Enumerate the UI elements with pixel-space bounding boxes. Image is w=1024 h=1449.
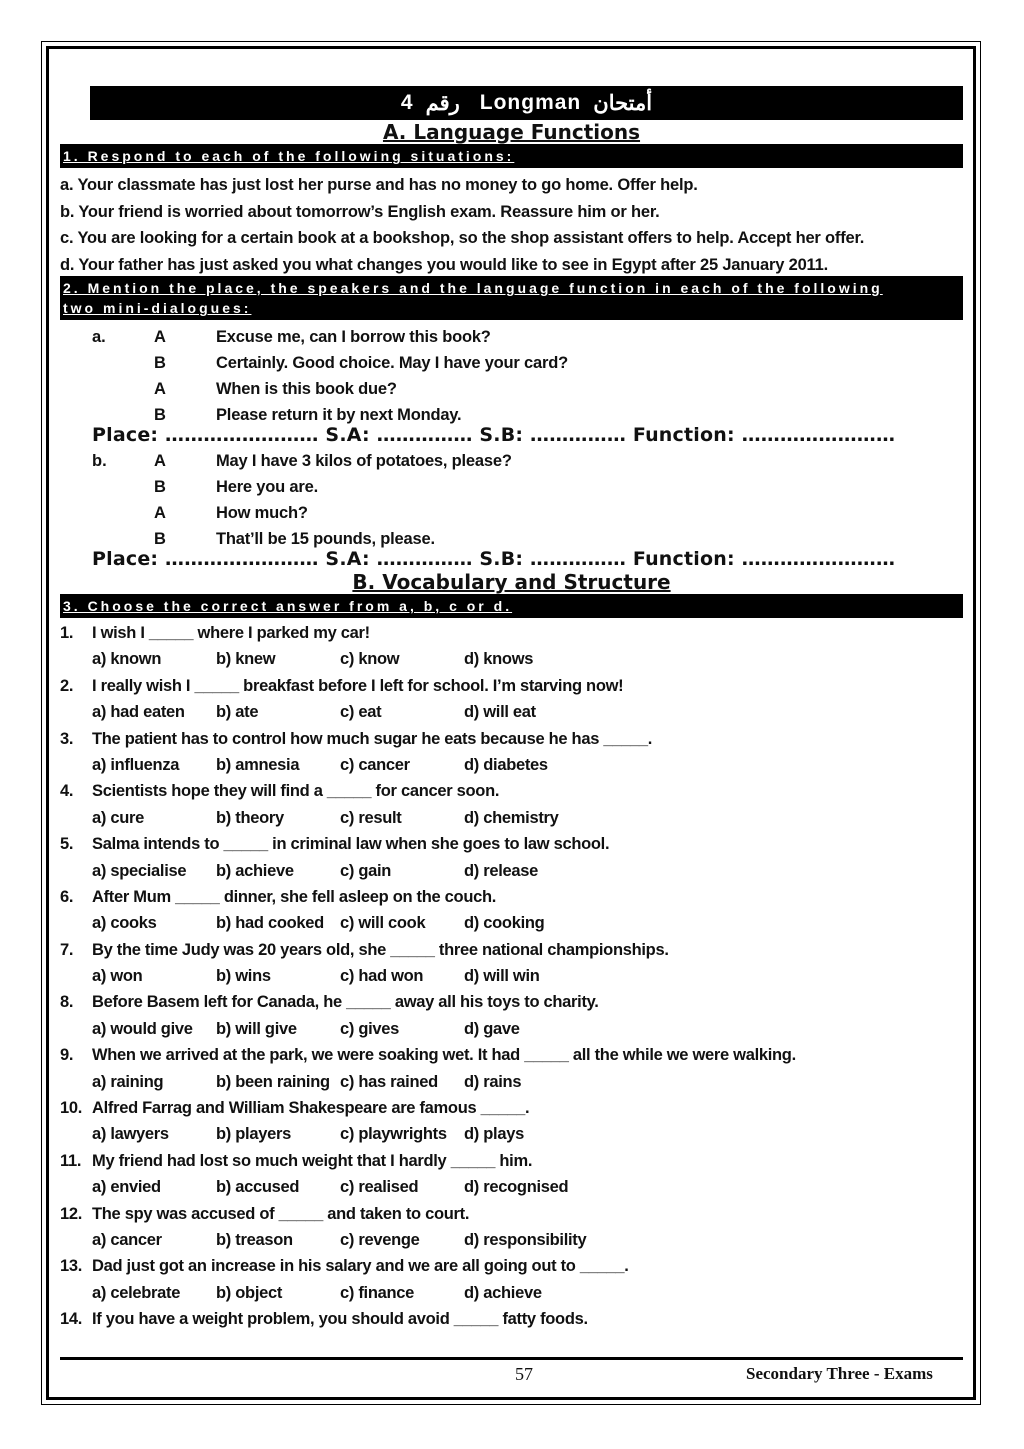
dialogue-letter: a. bbox=[92, 328, 106, 346]
answer-option[interactable]: b) had cooked bbox=[216, 914, 324, 933]
options-row bbox=[92, 805, 963, 831]
dialogue-letter-empty bbox=[92, 350, 124, 376]
options-row bbox=[92, 1069, 963, 1095]
q1-instruction bbox=[60, 144, 963, 168]
options-row bbox=[92, 1016, 963, 1042]
answer-option[interactable]: d) plays bbox=[464, 1125, 524, 1144]
situation-c: c. You are looking for a certain book at a bookshop, so the shop assistant offers to help. Accept her offer. bbox=[60, 229, 865, 247]
answer-option[interactable]: b) will give bbox=[216, 1019, 297, 1038]
answer-option[interactable]: d) chemistry bbox=[464, 808, 559, 827]
question-text: Salma intends to _____ in criminal law when she goes to law school. bbox=[92, 835, 610, 854]
question-text: By the time Judy was 20 years old, she _____ three national championships. bbox=[92, 940, 669, 959]
dialogue-text: When is this book due? bbox=[216, 380, 397, 398]
question-number: 12. bbox=[60, 1204, 83, 1223]
question-number: 10. bbox=[60, 1099, 83, 1118]
answer-option[interactable]: d) achieve bbox=[464, 1283, 542, 1302]
title-book: Longman bbox=[479, 91, 582, 114]
question-row bbox=[60, 831, 963, 857]
options-row bbox=[92, 858, 963, 884]
answer-option[interactable]: c) finance bbox=[340, 1283, 415, 1302]
question-row bbox=[60, 1201, 963, 1227]
dialogue-text: Please return it by next Monday. bbox=[216, 406, 462, 424]
title-number: 4 bbox=[400, 91, 414, 114]
options-row bbox=[92, 1121, 963, 1147]
q1-situations bbox=[60, 172, 963, 278]
dialogue-line bbox=[60, 324, 963, 350]
answer-option[interactable]: d) recognised bbox=[464, 1178, 569, 1197]
answer-option[interactable]: c) eat bbox=[340, 703, 382, 722]
answer-option[interactable]: b) theory bbox=[216, 808, 284, 827]
q3-instruction-text: 3. Choose the correct answer from a, b, c or d. bbox=[63, 598, 513, 614]
answer-option[interactable]: b) wins bbox=[216, 967, 271, 986]
question-row bbox=[60, 726, 963, 752]
q2-instruction-line2: two mini-dialogues: bbox=[63, 300, 252, 316]
question-number: 1. bbox=[60, 624, 74, 642]
options-row bbox=[92, 1280, 963, 1306]
section-a-heading: A. Language Functions bbox=[382, 120, 641, 144]
options-row bbox=[92, 646, 963, 672]
answer-option[interactable]: a) celebrate bbox=[92, 1283, 181, 1302]
answer-option[interactable]: a) known bbox=[92, 650, 162, 669]
speaker: B bbox=[154, 478, 166, 496]
question-number: 9. bbox=[60, 1046, 74, 1065]
exam-title-bar bbox=[90, 86, 963, 120]
situation-a: a. Your classmate has just lost her purse and has no money to go home. Offer help. bbox=[60, 176, 698, 194]
question-text: I wish I _____ where I parked my car! bbox=[92, 624, 370, 642]
dialogue-text: That’ll be 15 pounds, please. bbox=[216, 530, 435, 548]
dialogue-text: Here you are. bbox=[216, 478, 318, 496]
dialogue-line bbox=[60, 350, 963, 376]
answer-option[interactable]: b) players bbox=[216, 1125, 291, 1144]
speaker: B bbox=[154, 354, 166, 372]
speaker: A bbox=[154, 504, 166, 522]
dialogue-text: Excuse me, can I borrow this book? bbox=[216, 328, 491, 346]
question-text: Alfred Farrag and William Shakespeare are famous _____. bbox=[92, 1099, 530, 1118]
answer-option[interactable]: c) gain bbox=[340, 861, 392, 880]
question-number: 2. bbox=[60, 676, 74, 695]
dialogue-b-answer-line[interactable]: Place: …………………… S.A: …………… S.B: …………… Function: …………………… bbox=[92, 548, 896, 570]
options-row bbox=[92, 752, 963, 778]
question-text: Scientists hope they will find a _____ for cancer soon. bbox=[92, 782, 500, 801]
question-text: The spy was accused of _____ and taken to court. bbox=[92, 1204, 470, 1223]
question-text: Before Basem left for Canada, he _____ away all his toys to charity. bbox=[92, 993, 599, 1012]
answer-option[interactable]: a) specialise bbox=[92, 861, 187, 880]
dialogue-a bbox=[60, 324, 963, 448]
options-row bbox=[92, 910, 963, 936]
dialogue-b bbox=[60, 448, 963, 572]
question-text: I really wish I _____ breakfast before I left for school. I’m starving now! bbox=[92, 676, 624, 695]
q2-instruction-line1: 2. Mention the place, the speakers and the language function in each of the following bbox=[63, 280, 883, 296]
answer-option[interactable]: a) raining bbox=[92, 1072, 164, 1091]
dialogue-line bbox=[60, 474, 963, 500]
question-row bbox=[60, 1042, 963, 1068]
answer-option[interactable]: d) cooking bbox=[464, 914, 545, 933]
answer-option[interactable]: b) amnesia bbox=[216, 755, 300, 774]
answer-option[interactable]: d) will eat bbox=[464, 703, 536, 722]
q3-instruction bbox=[60, 594, 963, 618]
footer-rule bbox=[60, 1357, 963, 1360]
title-exam-word: أمتحان bbox=[593, 91, 653, 115]
answer-option[interactable]: a) cure bbox=[92, 808, 145, 827]
section-b-heading: B. Vocabulary and Structure bbox=[352, 570, 671, 594]
footer-label: Secondary Three - Exams bbox=[746, 1364, 933, 1383]
options-row bbox=[92, 1174, 963, 1200]
question-number: 8. bbox=[60, 993, 74, 1012]
dialogue-line bbox=[60, 376, 963, 402]
answer-option[interactable]: b) object bbox=[216, 1283, 283, 1302]
answer-option[interactable]: d) diabetes bbox=[464, 755, 548, 774]
answer-option[interactable]: c) know bbox=[340, 650, 400, 669]
question-row bbox=[60, 1306, 963, 1332]
question-text: When we arrived at the park, we were soaking wet. It had _____ all the while we were walking. bbox=[92, 1046, 796, 1065]
answer-option[interactable]: d) responsibility bbox=[464, 1230, 587, 1249]
dialogue-text: How much? bbox=[216, 504, 308, 522]
question-text: If you have a weight problem, you should avoid _____ fatty foods. bbox=[92, 1310, 588, 1329]
answer-option[interactable]: a) cancer bbox=[92, 1230, 162, 1249]
exam-content bbox=[60, 86, 963, 1333]
answer-option[interactable]: a) had eaten bbox=[92, 703, 185, 722]
dialogue-line bbox=[60, 500, 963, 526]
speaker: A bbox=[154, 380, 166, 398]
answer-option[interactable]: c) will cook bbox=[340, 914, 426, 933]
question-row bbox=[60, 673, 963, 699]
answer-option[interactable]: c) revenge bbox=[340, 1230, 420, 1249]
speaker: B bbox=[154, 530, 166, 548]
speaker: A bbox=[154, 328, 166, 346]
question-number: 11. bbox=[60, 1151, 82, 1170]
dialogue-a-answer-line[interactable]: Place: …………………… S.A: …………… S.B: …………… Function: …………………… bbox=[92, 424, 896, 446]
answer-option[interactable]: a) lawyers bbox=[92, 1125, 169, 1144]
question-number: 4. bbox=[60, 782, 74, 801]
speaker: B bbox=[154, 406, 166, 424]
question-number: 3. bbox=[60, 729, 74, 748]
question-text: My friend had lost so much weight that I hardly _____ him. bbox=[92, 1151, 533, 1170]
question-number: 7. bbox=[60, 940, 74, 959]
speaker: A bbox=[154, 452, 166, 470]
answer-option[interactable]: b) treason bbox=[216, 1230, 293, 1249]
answer-option[interactable]: d) release bbox=[464, 861, 539, 880]
dialogue-letter: b. bbox=[92, 452, 107, 470]
question-row bbox=[60, 1095, 963, 1121]
options-row bbox=[92, 1227, 963, 1253]
answer-option[interactable]: b) achieve bbox=[216, 861, 294, 880]
q2-instruction bbox=[60, 276, 963, 320]
q1-instruction-text: 1. Respond to each of the following situations: bbox=[63, 148, 515, 164]
answer-option[interactable]: c) result bbox=[340, 808, 402, 827]
question-row bbox=[60, 620, 963, 646]
question-row bbox=[60, 989, 963, 1015]
question-row bbox=[60, 1253, 963, 1279]
answer-option[interactable]: c) realised bbox=[340, 1178, 419, 1197]
question-row bbox=[60, 1148, 963, 1174]
answer-option[interactable]: d) rains bbox=[464, 1072, 522, 1091]
answer-option[interactable]: c) cancer bbox=[340, 755, 410, 774]
situation-b: b. Your friend is worried about tomorrow’s English exam. Reassure him or her. bbox=[60, 202, 660, 221]
title-number-word: رقم bbox=[425, 91, 460, 115]
options-row bbox=[92, 963, 963, 989]
situation-d: d. Your father has just asked you what changes you would like to see in Egypt after 25 January 2011. bbox=[60, 255, 828, 274]
answer-option[interactable]: a) influenza bbox=[92, 755, 180, 774]
question-number: 5. bbox=[60, 835, 74, 854]
answer-option[interactable]: c) playwrights bbox=[340, 1125, 447, 1144]
question-row bbox=[60, 884, 963, 910]
answer-option[interactable]: b) ate bbox=[216, 703, 259, 722]
answer-option[interactable]: a) cooks bbox=[92, 914, 157, 933]
answer-option[interactable]: a) won bbox=[92, 967, 143, 986]
question-row bbox=[60, 937, 963, 963]
dialogue-letter-empty bbox=[92, 376, 124, 402]
question-text: The patient has to control how much sugar he eats because he has _____. bbox=[92, 729, 653, 748]
dialogue-letter-empty bbox=[92, 500, 124, 526]
dialogue-line bbox=[60, 448, 963, 474]
answer-option[interactable]: d) will win bbox=[464, 967, 540, 986]
answer-option[interactable]: d) knows bbox=[464, 650, 534, 669]
options-row bbox=[92, 699, 963, 725]
question-text: After Mum _____ dinner, she fell asleep on the couch. bbox=[92, 887, 497, 906]
answer-option[interactable]: b) accused bbox=[216, 1178, 300, 1197]
answer-option[interactable]: a) would give bbox=[92, 1019, 193, 1038]
mcq-list bbox=[60, 620, 963, 1333]
answer-option[interactable]: c) gives bbox=[340, 1019, 400, 1038]
answer-option[interactable]: a) envied bbox=[92, 1178, 161, 1197]
dialogue-letter-empty bbox=[92, 474, 124, 500]
question-row bbox=[60, 778, 963, 804]
page-number: 57 bbox=[515, 1364, 533, 1384]
answer-option[interactable]: b) knew bbox=[216, 650, 276, 669]
question-number: 13. bbox=[60, 1257, 83, 1276]
question-number: 6. bbox=[60, 887, 74, 906]
question-number: 14. bbox=[60, 1310, 83, 1329]
dialogue-text: May I have 3 kilos of potatoes, please? bbox=[216, 452, 512, 470]
answer-option[interactable]: d) gave bbox=[464, 1019, 520, 1038]
question-text: Dad just got an increase in his salary and we are all going out to _____. bbox=[92, 1257, 629, 1276]
answer-option[interactable]: c) had won bbox=[340, 967, 424, 986]
answer-option[interactable]: b) been raining bbox=[216, 1072, 330, 1091]
answer-option[interactable]: c) has rained bbox=[340, 1072, 438, 1091]
dialogue-text: Certainly. Good choice. May I have your card? bbox=[216, 354, 568, 372]
